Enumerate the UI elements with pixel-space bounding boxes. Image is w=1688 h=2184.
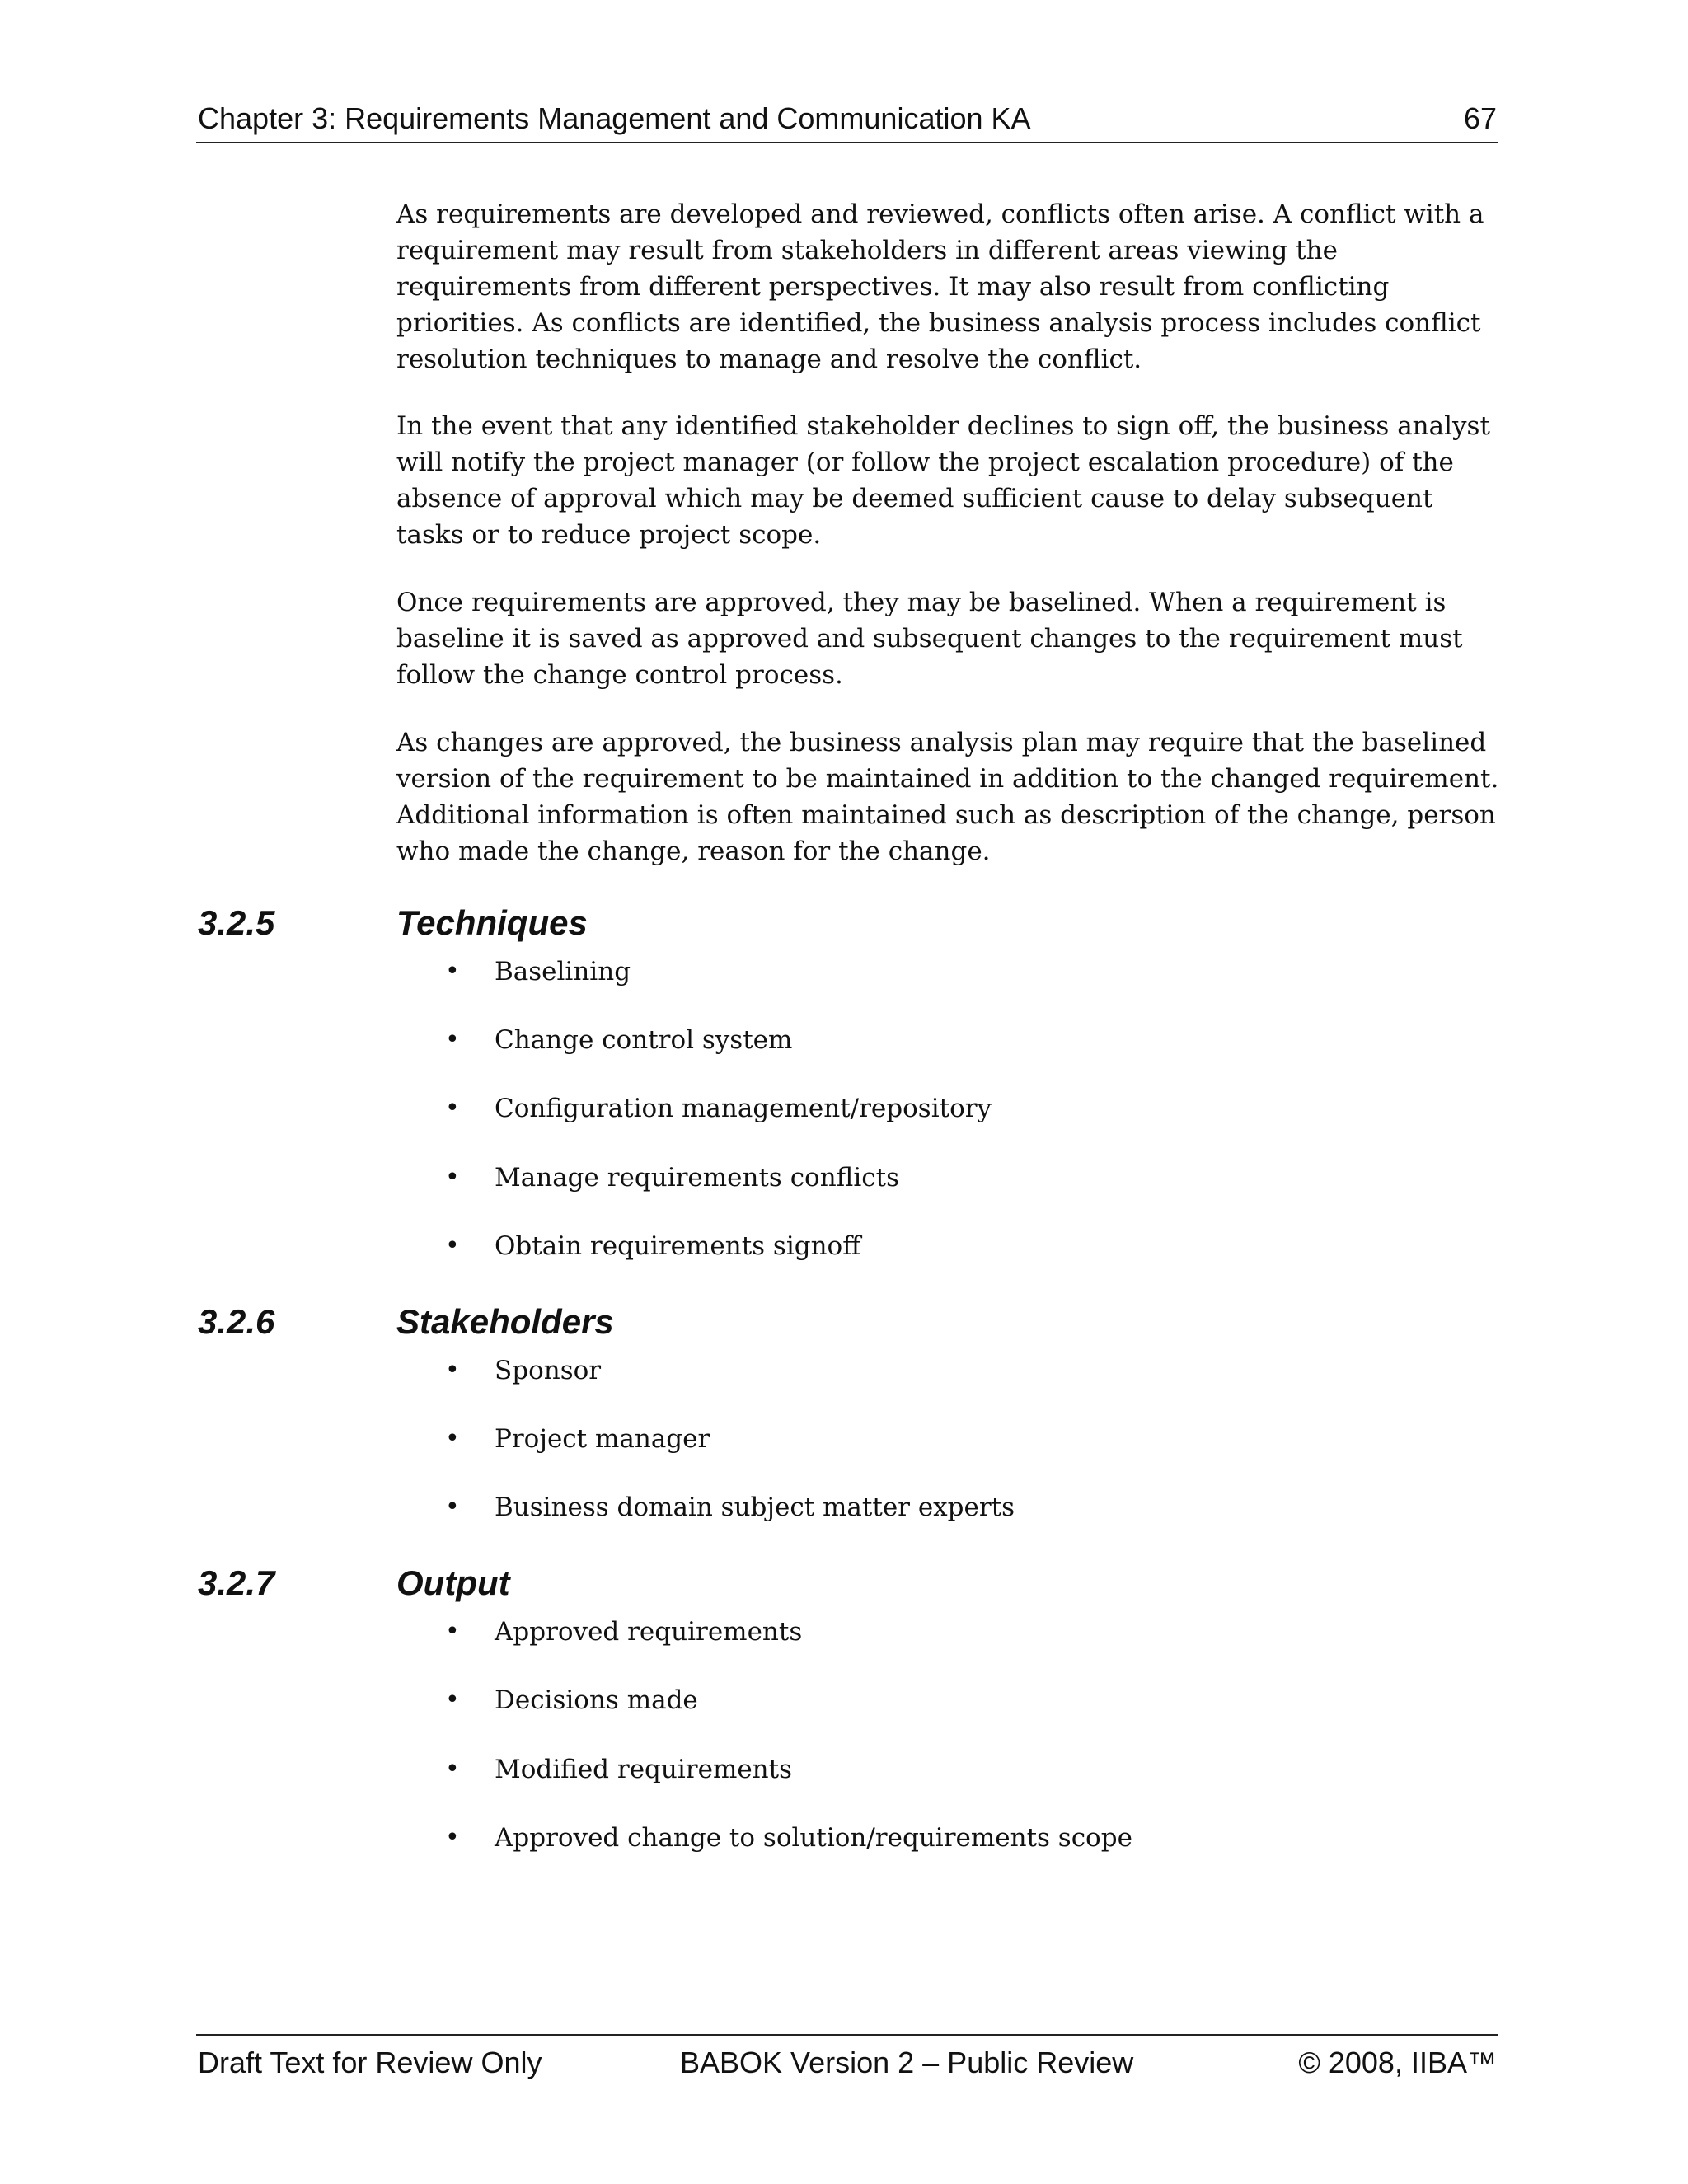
section-number-output: 3.2.7 xyxy=(198,1563,275,1602)
section-number-techniques: 3.2.5 xyxy=(198,903,275,942)
list-item xyxy=(445,1820,1434,1856)
list-item xyxy=(445,1421,1434,1457)
bullet-icon: • xyxy=(445,1755,460,1783)
bullet-icon: • xyxy=(445,1231,460,1260)
section-title-techniques: Techniques xyxy=(396,903,588,942)
list-item-text: Approved requirements xyxy=(495,1617,803,1647)
footer-copyright: © 2008, IIBA™ xyxy=(1298,2046,1497,2079)
chapter-title: Chapter 3: Requirements Management and Communication KA xyxy=(198,101,1031,135)
paragraph-changes: As changes are approved, the business analysis plan may require that the baselined version of the requirement to be maintained in addition to the changed requirement. Additional information is often maintained such as description of the change, person who made the change, reason for the change. xyxy=(396,728,1499,866)
page-footer xyxy=(196,2034,1498,2085)
bullet-icon: • xyxy=(445,1823,460,1852)
list-item xyxy=(445,1614,1434,1650)
list-item xyxy=(445,954,1434,990)
list-item xyxy=(445,1090,1434,1127)
list-item-text: Modified requirements xyxy=(495,1755,793,1784)
list-item-text: Baselining xyxy=(495,957,631,987)
bullet-icon: • xyxy=(445,1424,460,1453)
bullet-icon: • xyxy=(445,1493,460,1521)
bullet-icon: • xyxy=(445,1094,460,1122)
bullet-icon: • xyxy=(445,957,460,986)
paragraph-conflicts: As requirements are developed and reviewed, conflicts often arise. A conflict with a requirement may result from stakeholders in different areas viewing the requirements from different perspectives. It may also result from conflicting priorities. As conflicts are identified, the business analysis process includes conflict resolution techniques to manage and resolve the conflict. xyxy=(396,199,1484,374)
paragraph-baseline: Once requirements are approved, they may be baselined. When a requirement is baseline it is saved as approved and subsequent changes to the requirement must follow the change control process. xyxy=(396,588,1463,690)
list-item-text: Decisions made xyxy=(495,1685,698,1715)
list-item xyxy=(445,1489,1434,1526)
list-item-text: Sponsor xyxy=(495,1356,602,1385)
bullet-icon: • xyxy=(445,1356,460,1385)
list-item-text: Change control system xyxy=(495,1025,793,1055)
list-item xyxy=(445,1352,1434,1389)
footer-version: BABOK Version 2 – Public Review xyxy=(680,2046,1134,2079)
bullet-icon: • xyxy=(445,1685,460,1714)
list-item xyxy=(445,1751,1434,1788)
list-item-text: Business domain subject matter experts xyxy=(495,1493,1015,1522)
section-number-stakeholders: 3.2.6 xyxy=(198,1302,275,1341)
list-item xyxy=(445,1022,1434,1058)
list-item-text: Approved change to solution/requirements scope xyxy=(495,1823,1132,1853)
list-item-text: Obtain requirements signoff xyxy=(495,1231,861,1261)
section-title-output: Output xyxy=(396,1563,510,1602)
list-item-text: Configuration management/repository xyxy=(495,1094,992,1123)
list-item-text: Manage requirements conflicts xyxy=(495,1163,900,1193)
list-item xyxy=(445,1228,1434,1264)
page-number: 67 xyxy=(1463,101,1497,135)
bullet-icon: • xyxy=(445,1025,460,1054)
footer-draft-notice: Draft Text for Review Only xyxy=(198,2046,542,2079)
list-item-text: Project manager xyxy=(495,1424,710,1454)
page-header xyxy=(196,96,1498,143)
paragraph-signoff: In the event that any identified stakeholder declines to sign off, the business analyst will notify the project manager (or follow the project escalation procedure) of the absence of approval which may be deemed sufficient cause to delay subsequent tasks or to reduce project scope. xyxy=(396,411,1490,550)
list-item xyxy=(445,1160,1434,1196)
section-title-stakeholders: Stakeholders xyxy=(396,1302,614,1341)
list-item xyxy=(445,1682,1434,1718)
bullet-icon: • xyxy=(445,1617,460,1646)
bullet-icon: • xyxy=(445,1163,460,1192)
